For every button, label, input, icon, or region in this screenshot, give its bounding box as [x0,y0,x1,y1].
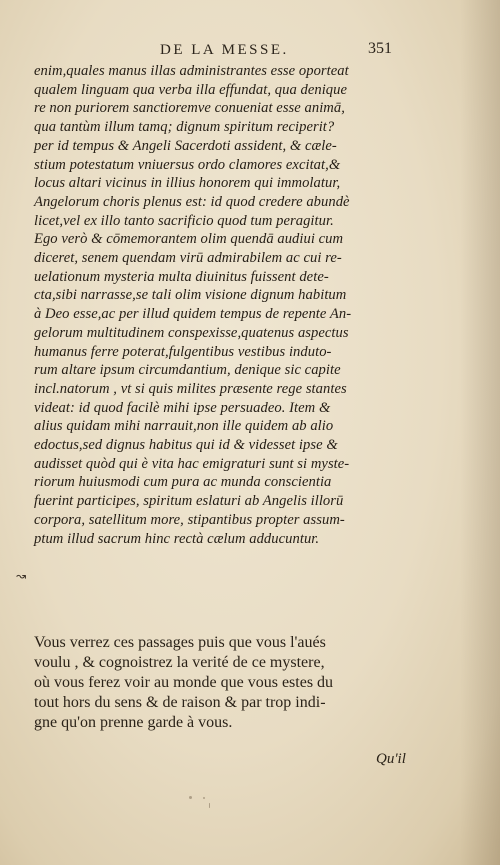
latin-line: fuerint participes, spiritum eslaturi ab Angelis illorū [34,493,344,510]
french-line: tout hors du sens & de raison & par trop indi- [34,694,326,711]
catchword: Qu'il [376,751,406,767]
french-line: gne qu'on prenne garde à vous. [34,714,233,731]
latin-line: corpora, satellitum more, stipantibus propter assum- [34,511,345,528]
paper-speck [209,803,210,808]
latin-line: ptum illud sacrum hinc rectà cælum adducuntur. [34,530,320,547]
latin-line: qua tantùm illum tamq; dignum spiritum reciperit? [34,119,335,136]
latin-line: qualem linguam qua verba illa effundat, qua denique [34,81,348,98]
latin-line: diceret, senem quendam virū admirabilem ac cui re- [34,250,342,267]
marginal-pointer-mark: ↝ [16,569,27,583]
latin-line: videat: id quod facilè mihi ipse persuadeo. Item & [34,399,331,416]
latin-line: riorum huiusmodi cum pura ac munda conscientia [34,474,332,491]
latin-line: alius quidam mihi narrauit,non ille quidem ab alio [34,418,334,435]
french-line: où vous ferez voir au monde que vous estes du [34,674,334,691]
page-gutter-shadow [460,0,500,865]
french-paragraph [34,633,426,733]
latin-line: per id tempus & Angeli Sacerdoti assident, & cæle- [34,137,337,154]
latin-line: Ego verò & cōmemorantem olim quendā audiui cum [34,231,344,248]
running-title: DE LA MESSE. [160,42,289,58]
latin-line: incl.natorum , vt si quis milites præsente rege stantes [34,380,347,397]
latin-line: stium potestatum vniuersus ordo clamores excitat,& [34,156,341,173]
french-line: Vous verrez ces passages puis que vous l'aués [34,634,326,651]
french-line: voulu , & cognoistrez la verité de ce mystere, [34,654,325,671]
paper-speck [189,796,192,799]
latin-line: edoctus,sed dignus habitus qui id & videsset ipse & [34,437,338,454]
latin-line: gelorum multitudinem conspexisse,quatenus aspectus [34,324,349,341]
latin-line: Angelorum choris plenus est: id quod credere abundè [34,193,350,210]
latin-line: à Deo esse,ac per illud quidem tempus de repente An- [34,306,352,323]
latin-line: locus altari vicinus in illius honorem qui immolatur, [34,175,341,192]
page-number: 351 [368,40,392,57]
latin-line: re non puriorem sanctioremve conueniat esse animā, [34,100,345,117]
latin-line: rum altare ipsum circumdantium, denique sic capite [34,362,341,379]
latin-line: cta,sibi narrasse,se tali olim visione dignum habitum [34,287,347,304]
latin-quotation [34,62,426,548]
latin-line: licet,vel ex illo tanto sacrificio quod tum peragitur. [34,212,334,229]
latin-line: uelationum mysteria multa diuinitus fuissent dete- [34,268,329,285]
page-header [0,40,500,64]
latin-line: humanus ferre poterat,fulgentibus vestibus induto- [34,343,332,360]
paper-speck [203,797,205,799]
latin-line: enim,quales manus illas administrantes esse oporteat [34,63,349,79]
latin-line: audisset quòd qui è vita hac emigraturi sunt si myste- [34,455,350,472]
